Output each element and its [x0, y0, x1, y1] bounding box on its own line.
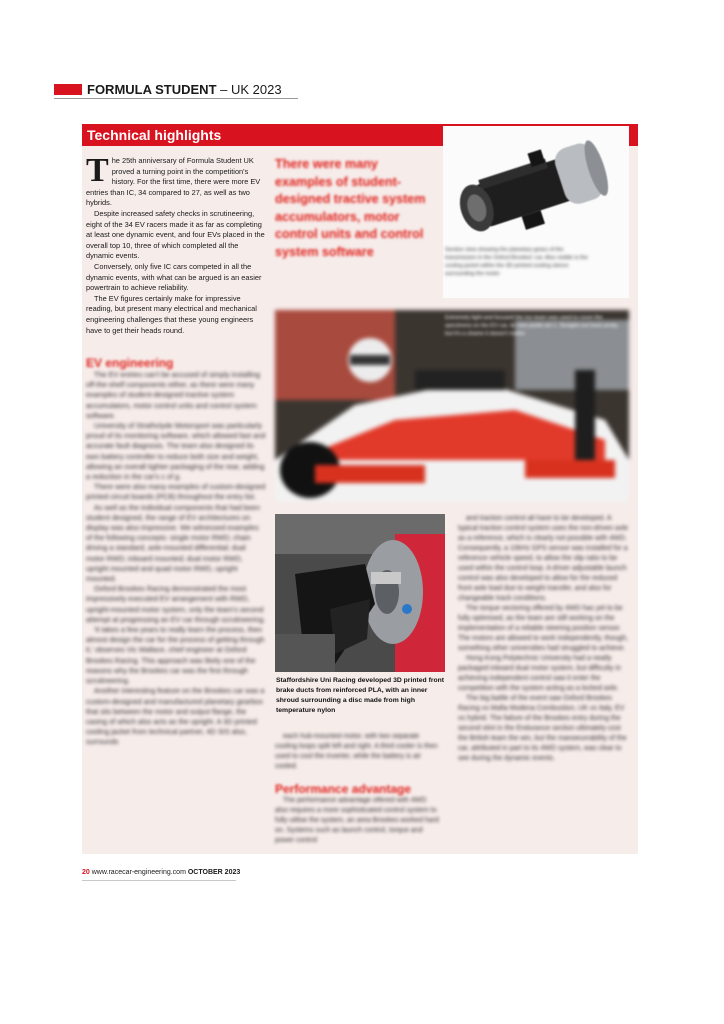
- gearbox-caption: Section view showing the planetary gears of the transmission in the Oxford Brookes' car. Also visible is the cooling jacket within the 3D printed cooling sleeve surrounding the motor: [445, 247, 588, 277]
- ev-paragraph: As well as the individual components that had been student designed, the range of EV architectures on display was also impressive. We witnessed examples of the following concepts: single motor RWD; chain driving a standard, axle-mounted differential; dual motor RWD; inboard mounted; dual motor RWD, upright mounted and quad motor RWD, upright mounted.: [86, 502, 260, 584]
- hub-motor-text: [275, 732, 440, 772]
- ev-paragraph: Oxford Brookes Racing demonstrated the most impressively executed EV arrangement with RWD, upright-mounted motor system, only the team's second attempt at progressing an EV car through scrutineering.: [86, 584, 266, 624]
- ev-engineering-body: [86, 370, 266, 748]
- header-red-bar: [54, 84, 82, 95]
- header-rule: [54, 98, 298, 99]
- intro-paragraph-3: Conversely, only five IC cars competed in all the dynamic events, with what can be argued is an easier powertrain to achieve reliability.: [86, 261, 262, 293]
- ev-paragraph: Another interesting feature on the Brookes car was a custom-designed and manufactured planetary gearbox that sits between the motor and output flange, the casing of which also acts as the upright. A 3D printed cooling jacket from technical partner, 4D SIS also, surrounds: [86, 686, 265, 747]
- race-car-caption: Extremely tight and focused the Ion team was used to cover the specimens on the EV car, its new pedal set 1. Straight-out track pretty, but it's a shame it doesn't matter: [445, 315, 619, 337]
- header-section: FORMULA STUDENT: [87, 82, 217, 97]
- body-paragraph: and traction control all have to be developed. A typical traction control system uses the non-driven axle as a reference, which is clearly not possible with 4WD. Consequently, a 10kHz GPS sensor was installed for a reference vehicle speed, to allow the slip ratio to be used within the control loop. A driver adjustable launch control was also developed to allow for the reduced front axle load due to weight transfer, and also for changeable track conditions.: [458, 515, 629, 602]
- footer-issue-date: OCTOBER 2023: [187, 869, 241, 876]
- body-paragraph: The torque vectoring offered by 4WD has yet to be fully optimised, as the team are still working on the implementation of a reliable steering position sensor. The motors are allowed to work independently, though, something other universities had struggled to achieve.: [458, 605, 628, 652]
- header-event: UK 2023: [230, 82, 282, 97]
- brake-duct-image: [275, 514, 445, 672]
- ev-paragraph: There were also many examples of custom-designed printed circuit boards (PCB) throughout the entry list.: [86, 482, 266, 502]
- body-paragraph: each hub-mounted motor, with two separate cooling loops split left and right. A third cooler is then used to cool the inverter, while the battery is air cooled.: [275, 733, 438, 770]
- performance-heading: Performance advantage: [275, 782, 412, 796]
- body-paragraph: The big battle of the event saw Oxford Brookes Racing vs Mafia Modena Combustion, UK vs Italy, EV vs hybrid. The failure of the Brookes entry during the second stint in the Endurance section ultimately cost the British team the win, but the manoeuvrability of the car, attributed in part to its 4WD system, was clear to see during the dynamic events.: [458, 695, 627, 762]
- gearbox-render-image: [443, 126, 629, 246]
- footer-url[interactable]: www.racecar-engineering.com: [91, 869, 186, 876]
- body-paragraph: The performance advantage offered with 4WD also requires a more sophisticated control system to fully utilise the system, an area Brookes worked hard on. Systems such as launch control, torque and power control: [275, 797, 439, 844]
- ev-paragraph: University of Strathclyde Motorsport was particularly proud of its monitoring software, which allowed fast and accurate fault diagnosis. The team also designed its own battery controller to reduce both size and weight, allowing an overall tighter packaging of the rear, adding a reduction in the car's c of g.: [86, 421, 266, 482]
- header-text: [87, 82, 282, 97]
- page-footer: [82, 868, 241, 882]
- performance-body: [275, 796, 440, 846]
- race-car-image: [275, 310, 629, 502]
- third-column: [458, 514, 630, 764]
- footer-rule: [82, 880, 236, 881]
- performance-column: [275, 732, 440, 846]
- body-paragraph: Hong Kong Polytechnic University had a neatly packaged inboard dual motor system, but difficulty in achieving independent control saw it enter the competition with the system acting as a locked axle.: [458, 655, 621, 692]
- header-dash: –: [216, 82, 231, 97]
- ev-engineering-heading: EV engineering: [86, 356, 174, 370]
- section-header: [54, 82, 298, 98]
- intro-paragraph-1: [86, 152, 266, 209]
- pull-quote: There were many examples of student-designed tractive system accumulators, motor control units and control system software: [275, 157, 426, 259]
- race-car-photo: [275, 310, 629, 502]
- brake-duct-caption: Staffordshire Uni Racing developed 3D printed front brake ducts from reinforced PLA, with an inner shroud surrounding a disc made from high temperature nylon: [276, 677, 445, 714]
- intro-paragraph-2: Despite increased safety checks in scrutineering, eight of the 34 EV racers made it as far as completing at least one dynamic event, and four EVs placed in the overall top 10, three of which completed all the dynamic events.: [86, 208, 265, 261]
- brake-duct-photo: [275, 514, 445, 672]
- intro-column: [86, 152, 266, 336]
- ev-engineering-column: [86, 356, 266, 748]
- drop-cap: T: [86, 152, 109, 189]
- page-number: 20: [82, 869, 90, 876]
- ev-paragraph: The EV entries can't be accused of simply installing off-the-shelf components either, as there were many examples of student-designed tractive system accumulators, motor control units and control system software.: [86, 370, 261, 420]
- panel-title: Technical highlights: [87, 127, 222, 143]
- intro-paragraph-4: The EV figures certainly make for impressive reading, but present many electrical and mechanical engineering challenges that these young engineers have to get their heads round.: [86, 293, 257, 335]
- ev-paragraph: 'It takes a few years to really learn the process, then almost design the car for the process of getting through it,' observes Vic Wallace, chief engineer at Oxford Brookes Racing. This approach was likely one of the reasons why the Brookes car was the first through scrutineering.: [86, 625, 265, 686]
- intro-text-1: he 25th anniversary of Formula Student UK proved a turning point in the competition's history. For the first time, there were more EV entries than IC, 34 compared to 27, as well as two hybrids.: [86, 156, 261, 208]
